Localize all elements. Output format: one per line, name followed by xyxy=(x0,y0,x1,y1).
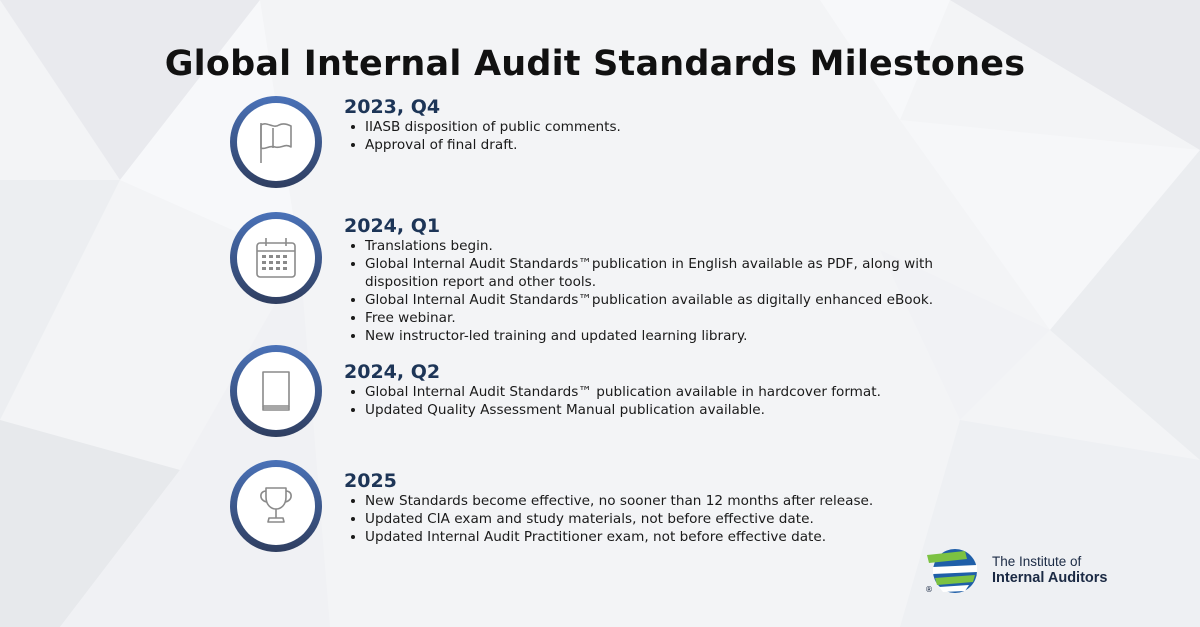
milestone-item: Updated CIA exam and study materials, not before effective date. xyxy=(344,510,1044,528)
milestone-period: 2024, Q1 xyxy=(344,215,441,237)
calendar-icon xyxy=(251,233,301,283)
milestone-item: Global Internal Audit Standards™publication available as digitally enhanced eBook. xyxy=(344,291,1045,309)
trophy-icon xyxy=(251,481,301,531)
milestone-item: Updated Quality Assessment Manual publication available. xyxy=(344,401,1044,419)
logo-line-2: Internal Auditors xyxy=(992,570,1108,586)
milestone-icon-ring xyxy=(230,345,322,437)
book-icon xyxy=(251,366,301,416)
milestone-item: New Standards become effective, no sooner than 12 months after release. xyxy=(344,492,1044,510)
milestone-item: New instructor-led training and updated learning library. xyxy=(344,327,934,345)
page-title: Global Internal Audit Standards Milestones xyxy=(164,44,1026,84)
milestone-item: Approval of final draft. xyxy=(344,136,1044,154)
milestone-item: Translations begin. xyxy=(344,237,934,255)
milestone-icon-ring xyxy=(230,96,322,188)
milestone-icon-ring xyxy=(230,212,322,304)
milestone-period: 2024, Q2 xyxy=(344,361,441,383)
iia-logo xyxy=(925,545,1125,600)
globe-logo-icon xyxy=(925,545,987,597)
milestone-icon-ring xyxy=(230,460,322,552)
milestone-2024-q2 xyxy=(230,345,1050,437)
milestone-2025 xyxy=(230,460,1050,552)
milestone-period: 2023, Q4 xyxy=(344,96,441,118)
milestone-item: IIASB disposition of public comments. xyxy=(344,118,1044,136)
milestone-item: Global Internal Audit Standards™publication in English available as PDF, along with disposition report and other tools. xyxy=(344,255,934,291)
milestone-item: Global Internal Audit Standards™ publication available in hardcover format. xyxy=(344,383,1044,401)
milestone-period: 2025 xyxy=(344,470,397,492)
flag-icon xyxy=(251,117,301,167)
registered-mark: ® xyxy=(925,585,933,594)
milestone-item: Free webinar. xyxy=(344,309,934,327)
milestone-2023-q4 xyxy=(230,96,1050,188)
milestone-item: Updated Internal Audit Practitioner exam, not before effective date. xyxy=(344,528,1044,546)
logo-line-1: The Institute of xyxy=(992,554,1082,569)
milestone-2024-q1 xyxy=(230,212,1050,344)
